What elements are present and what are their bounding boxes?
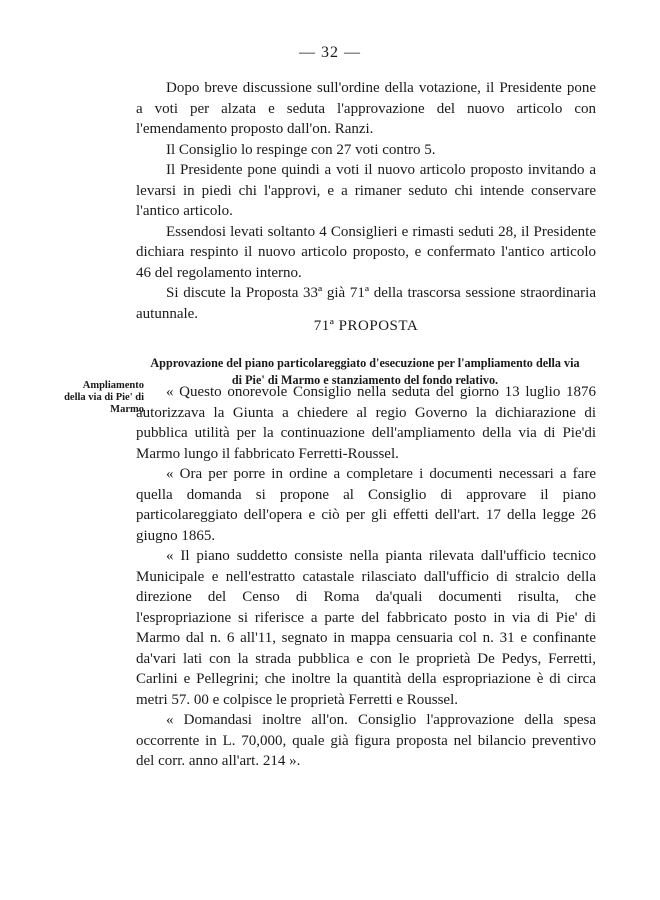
paragraph: Il Consiglio lo respinge con 27 voti contro 5. bbox=[166, 141, 436, 158]
paragraph: « Il piano suddetto consiste nella pianta rilevata dall'ufficio tecnico Municipale e nell'estratto catastale rilasciato dall'ufficio di stralcio della direzione del Censo di Roma da'quali documenti risulta, che l'espropriazione si riferisce a parte del fabbricato posto in via di Pie' di Marmo dal n. 6 all'11, segnato in mappa censuaria col n. 31 e confinante da'vari lati con la strada pubblica e con le proprietà De Pedys, Ferretti, Carlini e Pellegrini; che inoltre la quantità della espropriazione è di circa metri 57. 00 e colpisce le proprietà Ferretti e Roussel. bbox=[136, 548, 596, 708]
paragraph: « Ora per porre in ordine a completare i documenti necessari a fare quella domanda si propone al Consiglio di approvare il piano particolareggiato dell'opera e ciò per gli effetti dell'art. 17 della legge 26 giugno 1865. bbox=[136, 466, 596, 544]
section-heading: 71ª PROPOSTA bbox=[313, 318, 419, 334]
paragraph: « Questo onorevole Consiglio nella seduta del giorno 13 luglio 1876 autorizzava la Giunta a chiedere al regio Governo la dichiarazione di pubblica utilità per la continuazione dell'ampliamento della via di Pie'di Marmo lungo il fabbricato Ferretti-Roussel. bbox=[136, 384, 596, 462]
page-number: — 32 — bbox=[299, 44, 361, 61]
paragraph: Il Presidente pone quindi a voti il nuovo articolo proposto invitando a levarsi in piedi chi l'approvi, e a rimaner seduto chi intende conservare l'antico articolo. bbox=[136, 162, 596, 219]
minutes-text-top bbox=[136, 78, 596, 324]
paragraph: « Domandasi inoltre all'on. Consiglio l'approvazione della spesa occorrente in L. 70,000, quale già figura proposta nel bilancio preventivo del corr. anno all'art. 214 ». bbox=[136, 712, 596, 769]
margin-note: Ampliamento della via di Pie' di Marmo bbox=[64, 380, 144, 415]
paragraph: Essendosi levati soltanto 4 Consiglieri e rimasti seduti 28, il Presidente dichiara respinto il nuovo articolo proposto, e confermato l'antico articolo 46 del regolamento interno. bbox=[136, 223, 596, 281]
section-subtitle: Approvazione del piano particolareggiato d'esecuzione per l'ampliamento della via di Pie' di Marmo e stanziamento del fondo relativo. bbox=[150, 356, 580, 387]
paragraph: Dopo breve discussione sull'ordine della votazione, il Presidente pone a voti per alzata e seduta l'approvazione del nuovo articolo con l'emendamento proposto dall'on. Ranzi. bbox=[136, 80, 596, 137]
paragraph: Si discute la Proposta 33ª già 71ª della trascorsa sessione straordinaria autunnale. bbox=[136, 285, 596, 322]
proposal-text bbox=[136, 382, 596, 772]
